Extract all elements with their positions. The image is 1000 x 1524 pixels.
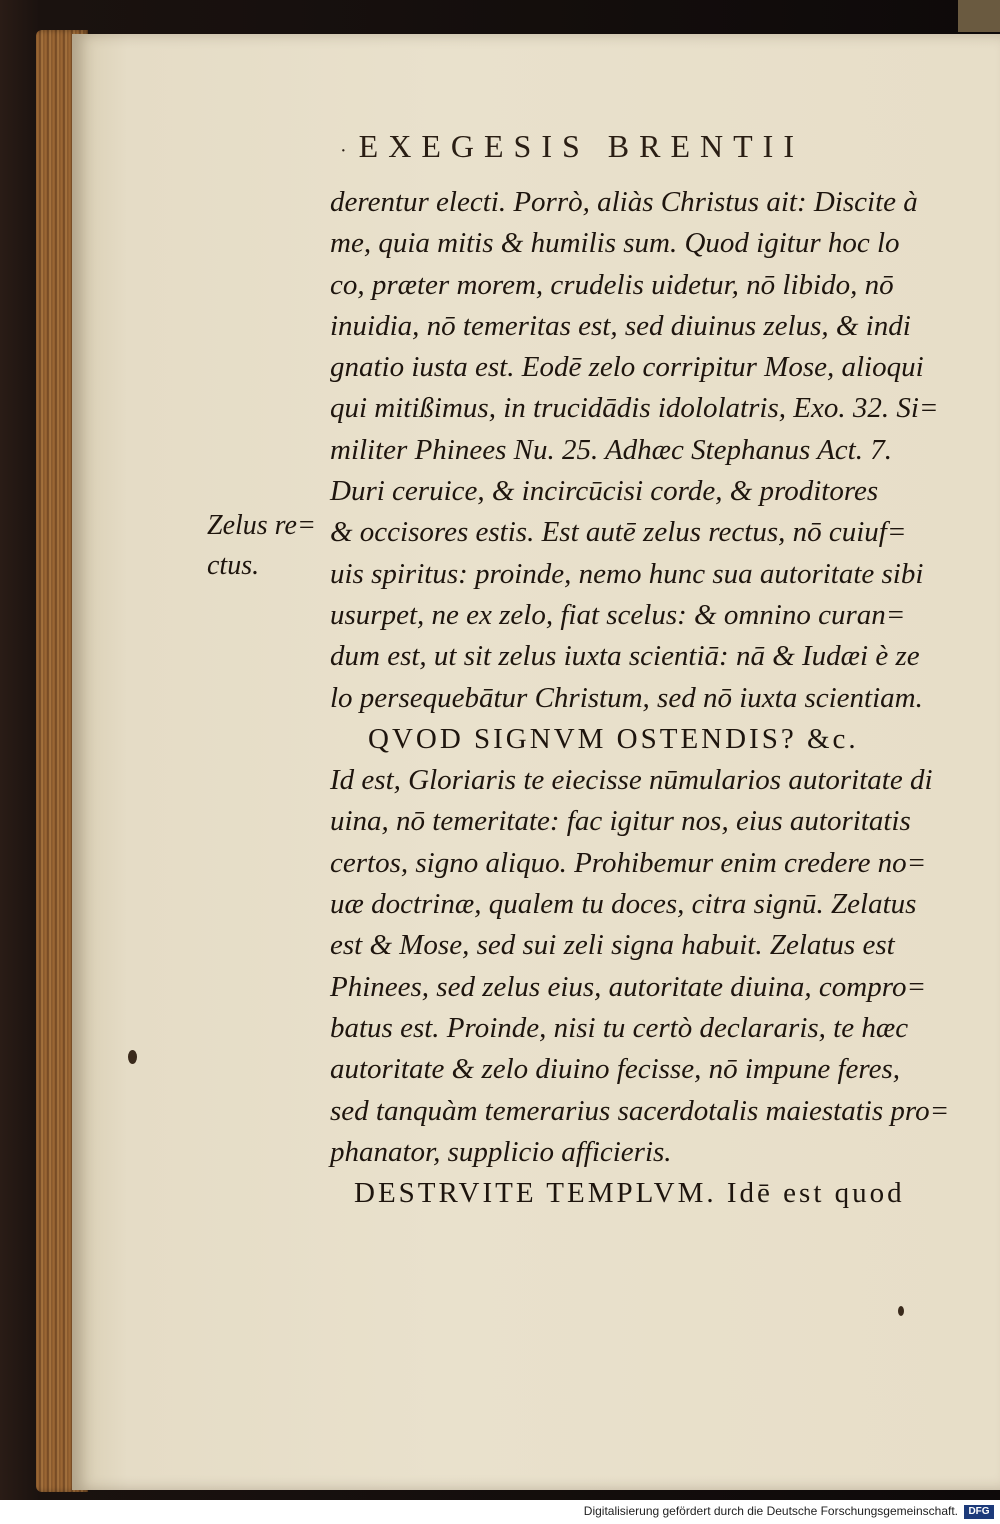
- ink-speck: [898, 1306, 904, 1316]
- dfg-logo: DFG: [964, 1505, 994, 1519]
- text-line: co, præter morem, crudelis uidetur, nō libido, nō: [330, 268, 894, 301]
- text-line: usurpet, ne ex zelo, fiat scelus: & omnino curan=: [330, 598, 906, 631]
- text-line: est & Mose, sed sui zeli signa habuit. Zelatus est: [330, 929, 895, 962]
- text-line: Phinees, sed zelus eius, autoritate diuina, compro=: [330, 970, 927, 1003]
- text-line: Duri ceruice, & incircūcisi corde, & proditores: [330, 475, 879, 508]
- text-line: militer Phinees Nu. 25. Adhæc Stephanus Act. 7.: [330, 433, 892, 466]
- text-line: Id est, Gloriaris te eiecisse nūmularios autoritate di: [330, 764, 933, 797]
- text-line: derentur electi. Porrò, aliàs Christus ait: Discite à: [330, 186, 918, 218]
- text-line: batus est. Proinde, nisi tu certò declararis, te hæc: [330, 1011, 909, 1044]
- text-line: & occisores estis. Est autē zelus rectus, nō cuiuf=: [330, 516, 907, 549]
- body-text: [330, 182, 950, 1214]
- header-dot: ·: [340, 140, 347, 162]
- section-heading-line: QVOD SIGNVM OSTENDIS? &c.: [368, 722, 859, 755]
- text-line: lo persequebātur Christum, sed nō iuxta scientiam.: [330, 681, 923, 714]
- running-title-text: EXEGESIS BRENTII: [358, 128, 804, 164]
- margin-note: [207, 506, 327, 586]
- margin-note-line: Zelus re=: [207, 510, 316, 541]
- text-line: me, quia mitis & humilis sum. Quod igitur hoc lo: [330, 227, 900, 260]
- text-line: certos, signo aliquo. Prohibemur enim credere no=: [330, 846, 927, 879]
- corner-scrap: [958, 0, 1000, 32]
- text-line: dum est, ut sit zelus iuxta scientiā: nā & Iudæi è ze: [330, 640, 920, 673]
- text-line: inuidia, nō temeritas est, sed diuinus zelus, & indi: [330, 309, 911, 342]
- text-line: phanator, supplicio afficieris.: [330, 1135, 672, 1168]
- margin-note-line: ctus.: [207, 550, 260, 581]
- text-line: autoritate & zelo diuino fecisse, nō impune feres,: [330, 1053, 900, 1086]
- text-line: qui mitißimus, in trucidādis idololatris, Exo. 32. Si=: [330, 392, 939, 425]
- text-line: gnatio iusta est. Eodē zelo corripitur Mose, alioqui: [330, 351, 924, 384]
- section-heading-line: DESTRVITE TEMPLVM. Idē est quod: [354, 1177, 905, 1210]
- text-line: uina, nō temeritate: fac igitur nos, eius autoritatis: [330, 805, 911, 838]
- running-title: [340, 128, 910, 165]
- ink-speck: [128, 1050, 137, 1064]
- footer-credit: Digitalisierung gefördert durch die Deutsche Forschungsgemeinschaft.: [583, 1504, 958, 1518]
- text-line: uæ doctrinæ, qualem tu doces, citra signū. Zelatus: [330, 888, 917, 921]
- text-line: uis spiritus: proinde, nemo hunc sua autoritate sibi: [330, 557, 924, 590]
- text-line: sed tanquàm temerarius sacerdotalis maiestatis pro=: [330, 1094, 950, 1127]
